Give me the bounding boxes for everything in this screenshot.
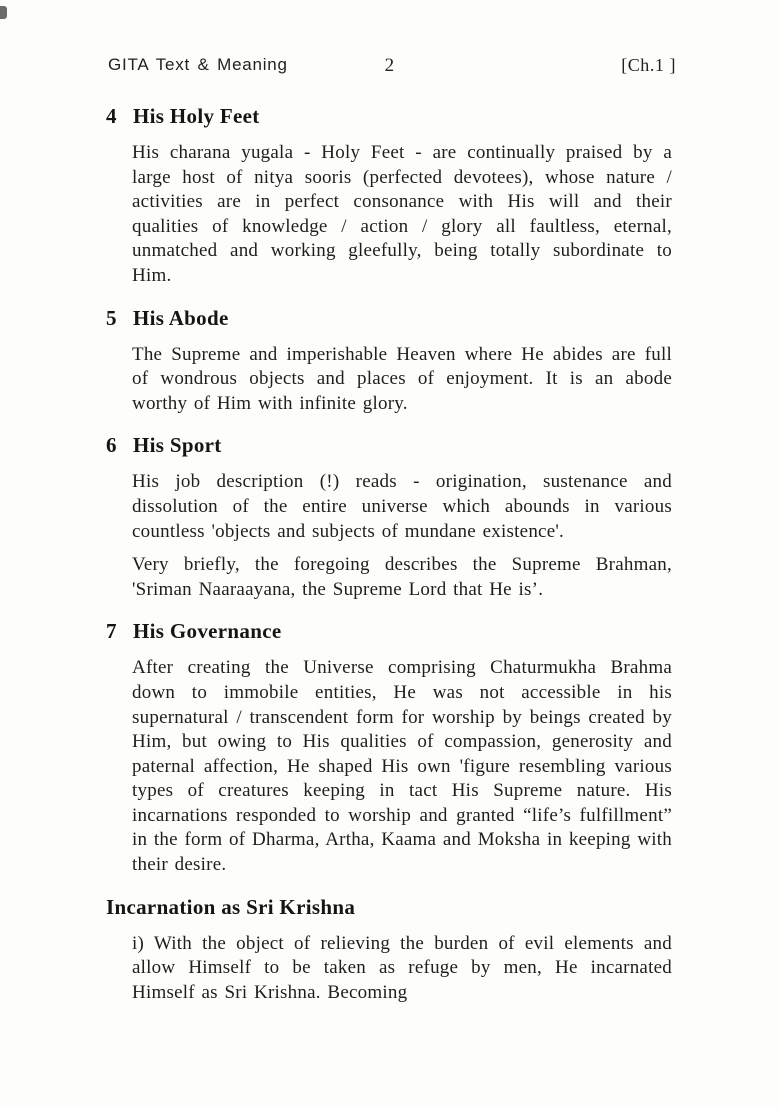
- paragraph: His charana yugala - Holy Feet - are continually praised by a large host of nitya sooris (perfected devotees), whose nature / activities are in perfect consonance with His will and their qualities of knowledge / action / glory all faultless, eternal, unmatched and working gleefully, being totally subordinate to Him.: [132, 142, 672, 286]
- section-incarnation-as-sri-krishna: [106, 895, 673, 1006]
- paragraph: i) With the object of relieving the burden of evil elements and allow Himself to be taken as refuge by men, He incarnated Himself as Sri Krishna. Becoming: [132, 932, 672, 1003]
- section-his-abode: [106, 306, 673, 417]
- section-title: His Sport: [133, 433, 222, 458]
- header-chapter-label: [Ch.1 ]: [621, 55, 676, 75]
- section-title: His Holy Feet: [133, 104, 260, 128]
- paragraph: After creating the Universe comprising Chaturmukha Brahma down to immobile entities, He was not accessible in his supernatural / transcendent form for worship by beings created by Him, but owing to His qualities of compassion, generosity and paternal affection, He shaped His own 'figure resembling various types of creatures keeping in tact His Supreme nature. His incarnations responded to worship and granted “life’s fulfillment” in the form of Dharma, Artha, Kaama and Moksha in keeping with their desire.: [132, 657, 673, 876]
- paragraph: His job description (!) reads - origination, sustenance and dissolution of the entire universe which abounds in various countless 'objects and subjects of mundane existence'.: [132, 471, 672, 542]
- section-heading: [106, 306, 673, 331]
- section-number: 4: [106, 104, 117, 128]
- section-his-governance: [106, 619, 673, 877]
- section-number: 6: [106, 433, 117, 458]
- header-book-title: GITA Text & Meaning: [108, 55, 288, 74]
- section-title: His Governance: [133, 619, 282, 644]
- section-his-sport: [106, 433, 673, 602]
- page-header: [0, 55, 780, 79]
- section-number: 7: [106, 619, 117, 644]
- section-heading: [106, 619, 673, 644]
- section-title: Incarnation as Sri Krishna: [106, 894, 356, 919]
- section-heading: [106, 433, 673, 458]
- header-page-number: 2: [384, 55, 395, 76]
- section-number: 5: [106, 305, 117, 330]
- section-title: His Abode: [133, 305, 229, 330]
- section-heading: [106, 104, 673, 129]
- paragraph: Very briefly, the foregoing describes the Supreme Brahman, 'Sriman Naaraayana, the Supreme Lord that He is’.: [132, 554, 672, 600]
- section-heading: [106, 895, 673, 920]
- section-his-holy-feet: [106, 104, 673, 289]
- page-body: [106, 104, 673, 1022]
- scan-artifact-mark: [0, 6, 7, 19]
- paragraph: The Supreme and imperishable Heaven where He abides are full of wondrous objects and places of enjoyment. It is an abode worthy of Him with infinite glory.: [132, 343, 672, 414]
